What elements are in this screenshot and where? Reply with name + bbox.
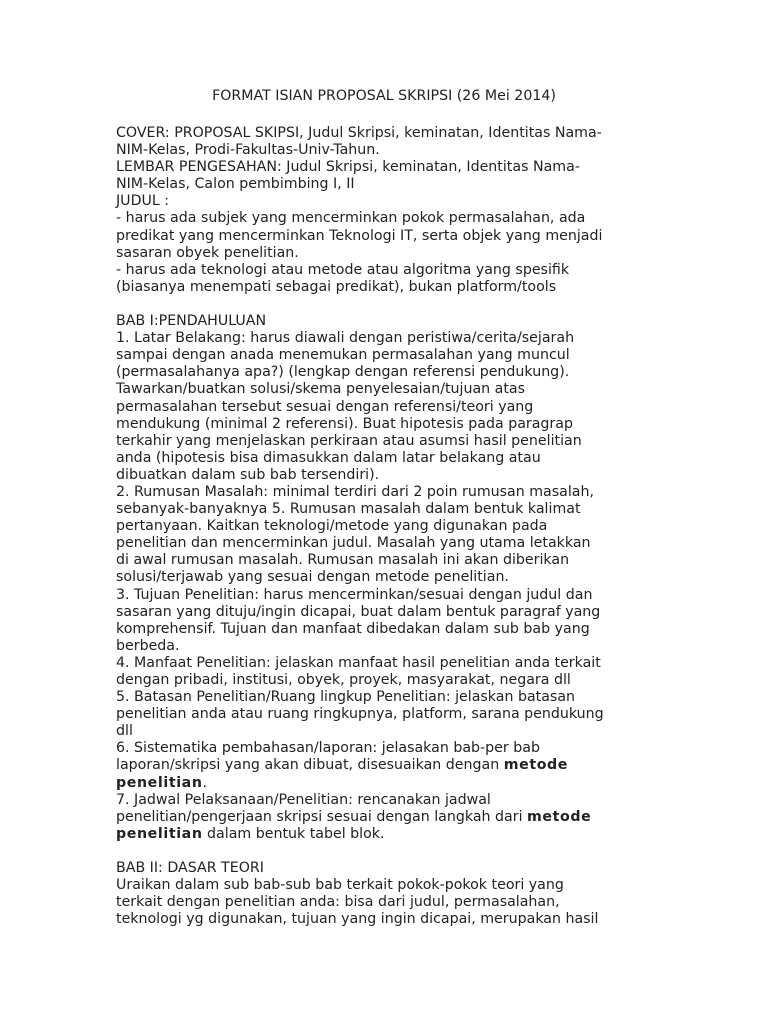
paragraph-gap (116, 843, 676, 860)
bold-text: metode (527, 808, 592, 825)
plain-text: . (202, 774, 208, 791)
bab-1-line: sampai dengan anada menemukan permasalahan yang muncul (116, 347, 570, 364)
bab-1-line: 5. Batasan Penelitian/Ruang lingkup Penelitian: jelaskan batasan (116, 689, 576, 706)
judul-line: - harus ada subjek yang mencerminkan pokok permasalahan, ada (116, 210, 586, 227)
bab-1-line: sasaran yang dituju/ingin dicapai, buat dalam bentuk paragraf yang (116, 603, 601, 620)
plain-text: dalam bentuk tabel blok. (202, 825, 385, 842)
bab-1-line: 6. Sistematika pembahasan/laporan: jelasakan bab-per bab (116, 740, 540, 757)
pengesahan-line: NIM-Kelas, Calon pembimbing I, II (116, 176, 355, 193)
bab-1-line: 3. Tujuan Penelitian: harus mencerminkan/sesuai dengan judul dan (116, 586, 593, 603)
bab-1-line (116, 809, 676, 826)
pengesahan-line: LEMBAR PENGESAHAN: Judul Skripsi, keminatan, Identitas Nama- (116, 159, 580, 176)
bab-1-line: komprehensif. Tujuan dan manfaat dibedakan dalam sub bab yang (116, 620, 590, 637)
document-body (116, 125, 676, 928)
bab-1-line (116, 775, 676, 792)
bold-text: metode (503, 757, 569, 774)
cover-line: NIM-Kelas, Prodi-Fakultas-Univ-Tahun. (116, 142, 380, 159)
bab-1-line: pertanyaan. Kaitkan teknologi/metode yang digunakan pada (116, 518, 548, 535)
bab-2-heading: BAB II: DASAR TEORI (116, 860, 264, 877)
bab-1-line: (permasalahanya apa?) (lengkap dengan referensi pendukung). (116, 364, 570, 381)
bold-text: penelitian (116, 825, 203, 842)
bab-1-line: penelitian dan mencerminkan judul. Masalah yang utama letakkan (116, 535, 591, 552)
judul-line: (biasanya menempati sebagai predikat), bukan platform/tools (116, 278, 557, 295)
bab-1-line: terkahir yang menjelaskan perkiraan atau asumsi hasil penelitian (116, 432, 582, 449)
bab-1-line: dengan pribadi, institusi, obyek, proyek, masyarakat, negara dll (116, 672, 571, 688)
bab-1-line: solusi/terjawab yang sesuai dengan metode penelitian. (116, 569, 509, 586)
plain-text: penelitian/pengerjaan skripsi sesuai dengan langkah dari (116, 808, 528, 825)
bab-1-line: 4. Manfaat Penelitian: jelaskan manfaat hasil penelitian anda terkait (116, 654, 601, 671)
bab-1-line: di awal rumusan masalah. Rumusan masalah ini akan diberikan (116, 552, 570, 569)
bab-1-line: sebanyak-banyaknya 5. Rumusan masalah dalam bentuk kalimat (116, 501, 581, 518)
bab-1-line: Tawarkan/buatkan solusi/skema penyelesaian/tujuan atas (116, 381, 526, 398)
plain-text: laporan/skripsi yang akan dibuat, disesuaikan dengan (116, 757, 504, 774)
bab-1-line: dibuatkan dalam sub bab tersendiri). (116, 466, 380, 483)
bold-text: penelitian (116, 774, 203, 791)
bab-2-line: teknologi yg digunakan, tujuan yang ingin dicapai, merupakan hasil (116, 911, 599, 928)
judul-line: predikat yang mencerminkan Teknologi IT, serta objek yang menjadi (116, 227, 603, 244)
bab-1-line: 1. Latar Belakang: harus diawali dengan peristiwa/cerita/sejarah (116, 330, 575, 347)
bab-1-heading: BAB I:PENDAHULUAN (116, 313, 267, 330)
bab-1-line: mendukung (minimal 2 referensi). Buat hipotesis pada paragrap (116, 415, 573, 432)
bab-1-line: dll (116, 723, 133, 740)
document-title: FORMAT ISIAN PROPOSAL SKRIPSI (26 Mei 2014) (212, 88, 556, 104)
judul-heading: JUDUL : (116, 193, 170, 210)
bab-1-line: anda (hipotesis bisa dimasukkan dalam latar belakang atau (116, 449, 541, 466)
bab-1-line: 2. Rumusan Masalah: minimal terdiri dari 2 poin rumusan masalah, (116, 483, 594, 500)
paragraph-gap (116, 296, 676, 313)
judul-line: - harus ada teknologi atau metode atau algoritma yang spesifik (116, 261, 570, 278)
bab-1-line: 7. Jadwal Pelaksanaan/Penelitian: rencanakan jadwal (116, 791, 491, 808)
judul-line: sasaran obyek penelitian. (116, 244, 299, 261)
cover-line: COVER: PROPOSAL SKIPSI, Judul Skripsi, keminatan, Identitas Nama- (116, 125, 602, 141)
bab-1-line (116, 757, 676, 774)
bab-2-line: Uraikan dalam sub bab-sub bab terkait pokok-pokok teori yang (116, 877, 564, 894)
bab-2-line: terkait dengan penelitian anda: bisa dari judul, permasalahan, (116, 894, 560, 911)
bab-1-line: permasalahan tersebut sesuai dengan referensi/teori yang (116, 398, 534, 415)
bab-1-line: berbeda. (116, 637, 180, 654)
bab-1-line (116, 826, 676, 843)
bab-1-line: penelitian anda atau ruang ringkupnya, platform, sarana pendukung (116, 706, 604, 723)
